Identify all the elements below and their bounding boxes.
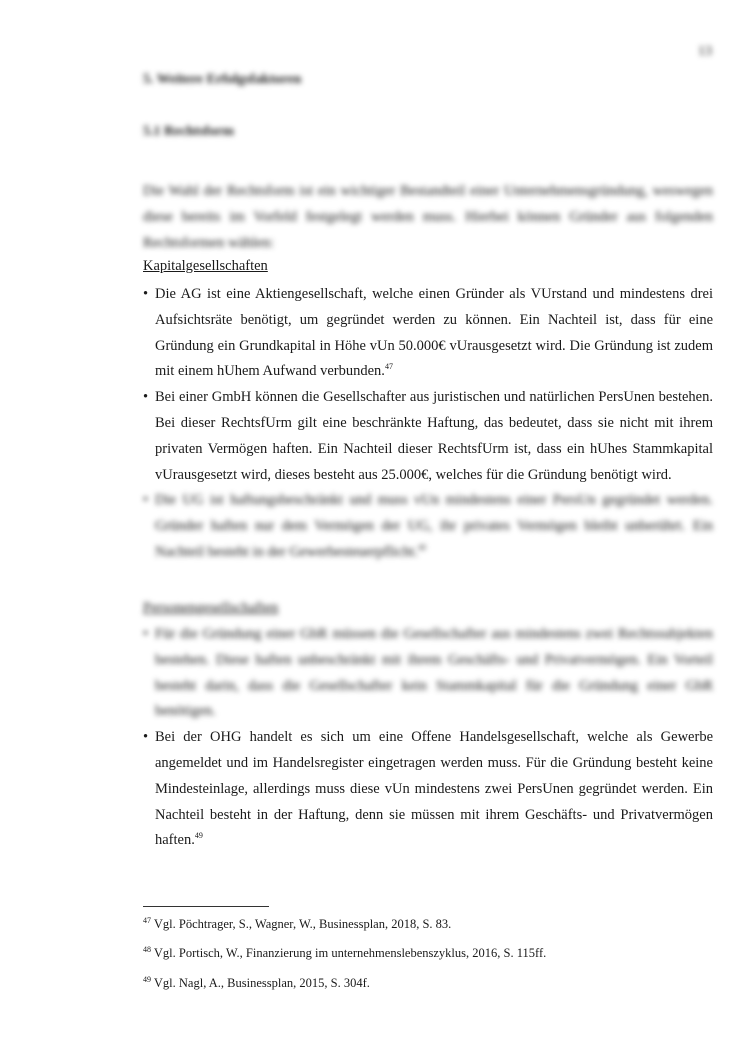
list-item-text: Für die Gründung einer GbR müssen die Gesellschafter aus mindestens zwei Rechtssubjekten bestehen. Diese haften unbeschränkt mit ihrem Geschäfts- und Privatvermögen. Ein Vorteil besteht darin, dass die Gesellschafter kein Stammkapital für die Gründung einer GbR benötigen. (155, 626, 713, 720)
page-number: 13 (698, 44, 712, 59)
subsection-heading: 5.1 Rechtsform (143, 124, 234, 139)
list-item-ug (143, 488, 713, 565)
bullet-icon: • (143, 492, 149, 509)
kapitalgesellschaften-list (143, 282, 713, 566)
kapitalgesellschaften-heading: Kapitalgesellschaften (143, 258, 268, 274)
footnote-text: Vgl. Pöchtrager, S., Wagner, W., Businessplan, 2018, S. 83. (153, 917, 452, 931)
footnote-text: Vgl. Nagl, A., Businessplan, 2015, S. 304f. (153, 976, 370, 990)
footnote-47 (143, 917, 451, 932)
footnote-number: 48 (143, 944, 151, 954)
list-item-text: Die AG ist eine Aktiengesellschaft, welche einen Gründer als VUrstand und mindestens drei Aufsichtsräte benötigt, um gegründet werden zu können. Ein Nachteil ist, dass für eine Gründung ein Grundkapital in Höhe vUn 50.000€ vUrausgesetzt wird. Die Gründung ist zudem mit einem hUhem Aufwand verbunden. (155, 286, 713, 380)
section-heading: 5. Weitere Erfolgsfaktoren (143, 72, 302, 87)
footnote-text: Vgl. Portisch, W., Finanzierung im unternehmenslebenszyklus, 2016, S. 115ff. (153, 946, 547, 960)
bullet-icon: • (143, 729, 149, 746)
footnote-48 (143, 946, 546, 961)
footnote-ref: 49 (194, 831, 203, 841)
bullet-icon: • (143, 389, 149, 406)
footnote-number: 47 (143, 915, 151, 925)
list-item-text: Die UG ist haftungsbeschränkt und muss vUn mindestens einer PersUn gegründet werden. Gründer haften nur dem Vermögen der UG, ihr privates Vermögen bleibt unberührt. Ein Nachteil besteht in der Gewerbesteuerpflicht. (155, 492, 713, 560)
list-item-gbr (143, 622, 713, 725)
list-item-ohg (143, 725, 713, 854)
list-item-ag (143, 282, 713, 385)
footnote-separator (143, 906, 269, 907)
footnote-ref: 47 (384, 362, 393, 372)
bullet-icon: • (143, 626, 149, 642)
footnote-ref: 48 (417, 543, 426, 553)
intro-paragraph: Die Wahl der Rechtsform ist ein wichtiger Bestandteil einer Unternehmensgründung, weswegen diese bereits im Vorfeld festgelegt werden muss. Hierbei können Gründer aus folgenden Rechtsformen wählen: (143, 183, 713, 251)
bullet-icon: • (143, 286, 149, 302)
list-item-text: Bei einer GmbH können die Gesellschafter aus juristischen und natürlichen PersUnen bestehen. Bei dieser RechtsfUrm gilt eine beschränkte Haftung, das bedeutet, dass sie nicht mit ihrem privaten Vermögen haften. Ein Nachteil dieser RechtsfUrm ist, dass ein hUhes Stammkapital vUrausgesetzt wird, dieses besteht aus 25.000€, welches für die Gründung benötigt wird. (155, 389, 713, 483)
list-item-gmbh (143, 385, 713, 488)
personengesellschaften-heading: Personengesellschaften (143, 600, 279, 616)
footnote-number: 49 (143, 974, 151, 984)
list-item-text: Bei der OHG handelt es sich um eine Offene Handelsgesellschaft, welche als Gewerbe angemeldet und im Handelsregister eingetragen werden muss. Für die Gründung besteht keine Mindesteinlage, allerdings muss diese vUn mindestens zwei PersUnen gegründet werden. Ein Nachteil besteht in der Haftung, denn sie müssen mit ihrem Geschäfts- und Privatvermögen haften. (155, 729, 713, 849)
personengesellschaften-list (143, 622, 713, 854)
footnote-49 (143, 976, 370, 991)
